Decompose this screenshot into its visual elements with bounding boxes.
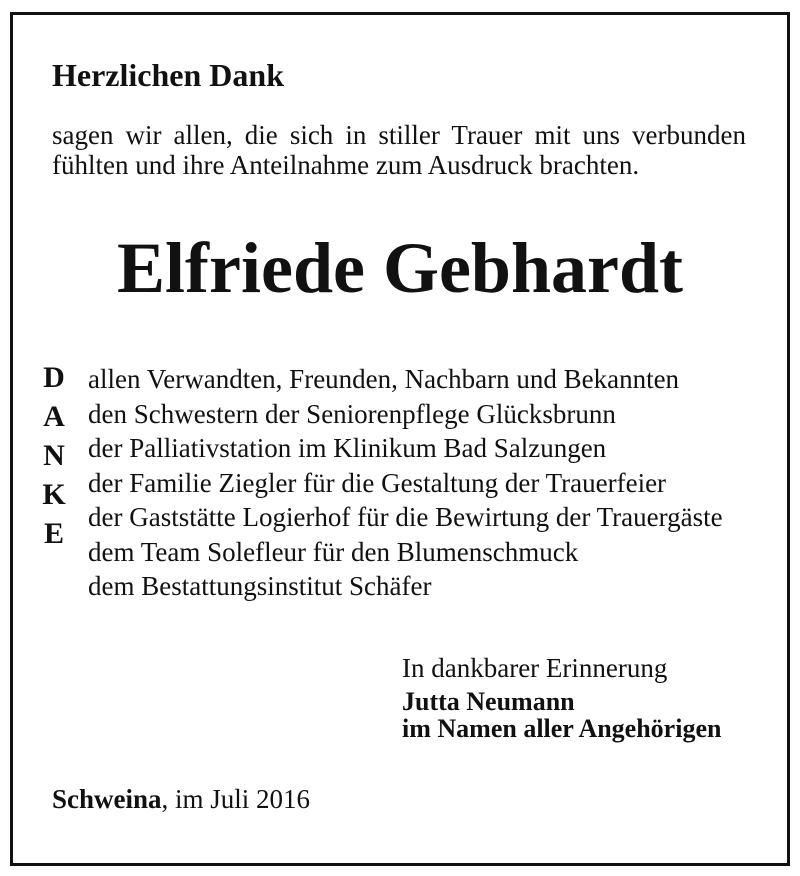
danke-letter: D [43,361,65,394]
thanks-item: dem Bestattungsinstitut Schäfer [88,571,432,601]
thanks-item: allen Verwandten, Freunden, Nachbarn und Bekannten [88,364,680,394]
thanks-item: dem Team Solefleur für den Blumenschmuck [88,536,579,567]
thanks-item: den Schwestern der Seniorenpflege Glücksbrunn [88,398,616,429]
thanks-list [88,362,723,604]
signer-block [402,688,721,742]
intro-line-2: fühlten und ihre Anteilnahme zum Ausdruck brachten. [52,150,640,180]
place-and-date [52,782,310,816]
intro-text [52,120,746,180]
place-name: Schweina [52,784,162,814]
closing-phrase: In dankbarer Erinnerung [402,653,668,683]
danke-letter: A [43,400,65,433]
date-text: , im Juli 2016 [161,784,311,814]
deceased-name: Elfriede Gebhardt [117,228,683,308]
danke-letter: N [43,439,65,472]
signer-note: im Namen aller Angehörigen [402,714,722,743]
danke-letter: E [43,517,64,550]
thanks-item: der Palliativstation im Klinikum Bad Salzungen [88,433,607,463]
thanks-item: der Gaststätte Logierhof für die Bewirtung der Trauergäste [88,502,723,532]
danke-letter: K [42,478,66,511]
thanks-item: der Familie Ziegler für die Gestaltung der Trauerfeier [88,467,667,498]
signer-name: Jutta Neumann [402,687,575,716]
intro-line-1: sagen wir allen, die sich in stiller Trauer mit uns verbunden [52,120,746,150]
danke-vertical-letters [30,358,78,553]
notice-heading: Herzlichen Dank [52,57,284,93]
